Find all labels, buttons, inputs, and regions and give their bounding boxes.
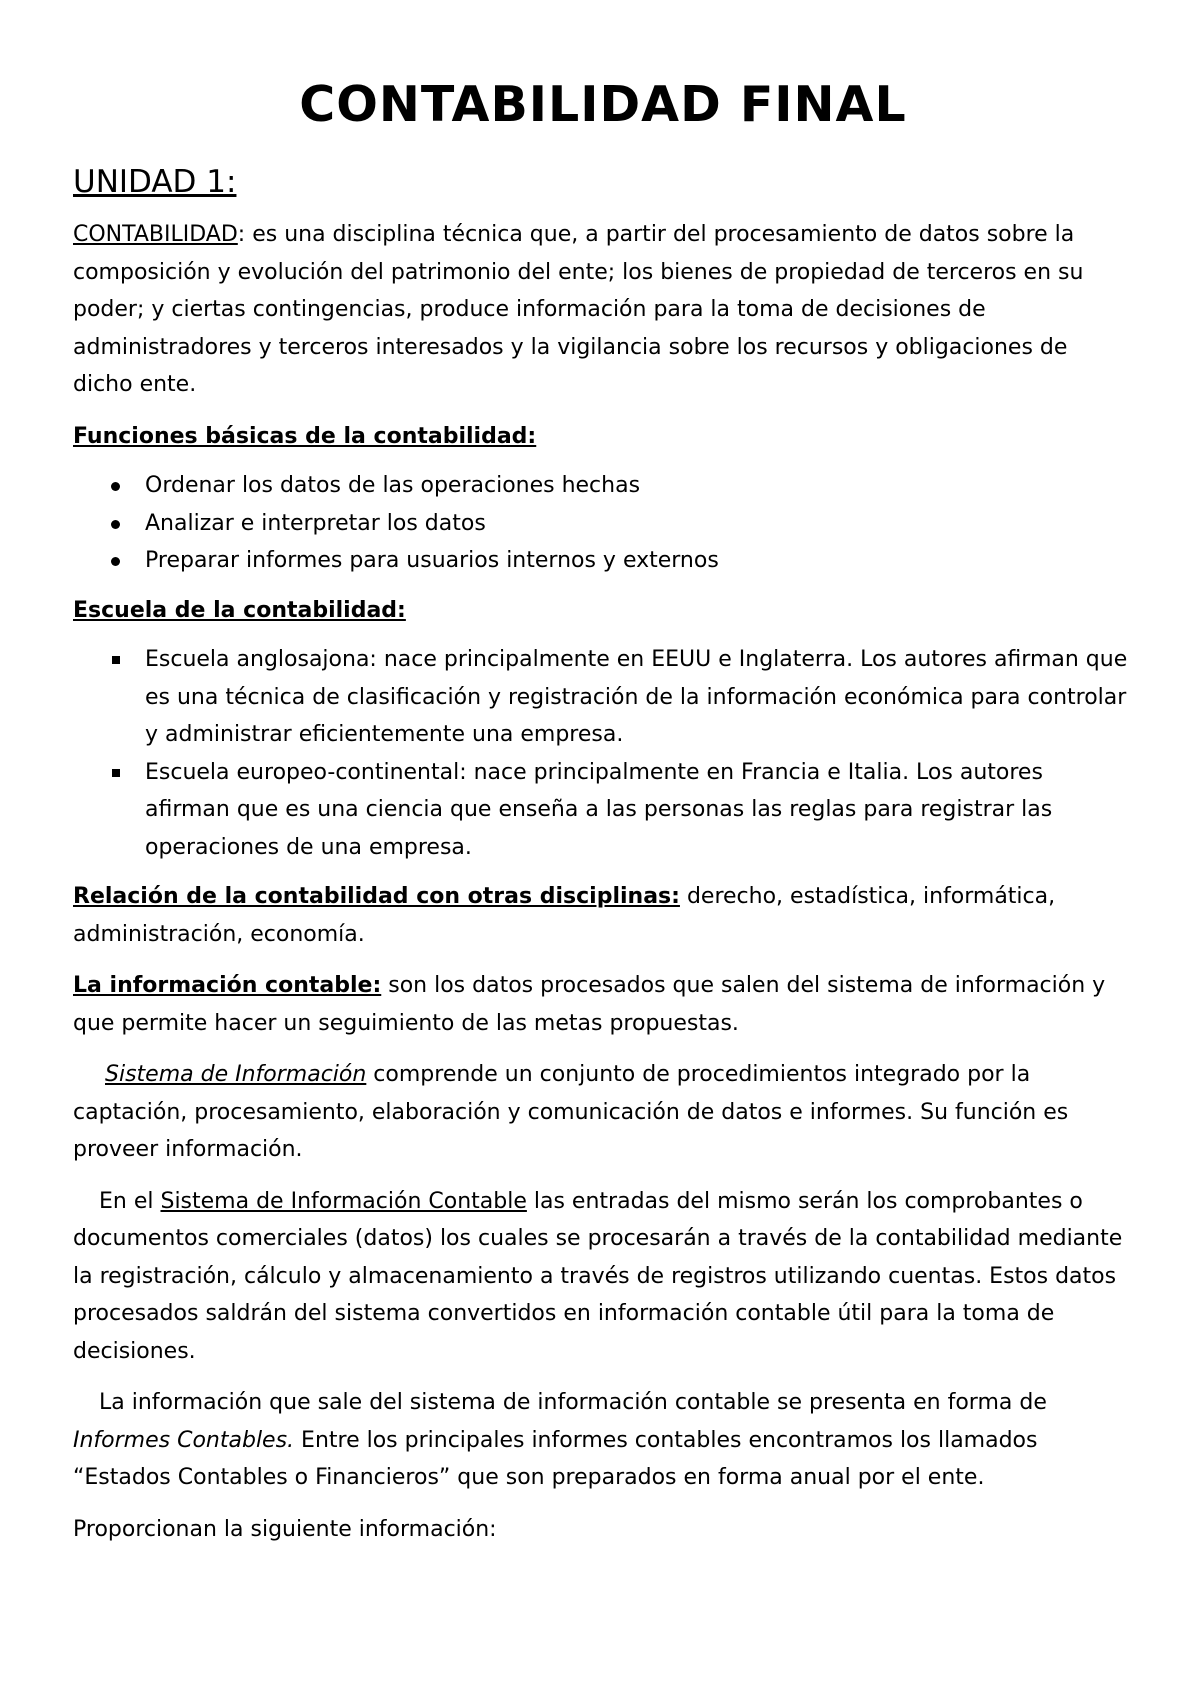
informacion-paragraph — [73, 967, 1133, 1042]
informes-term: Informes Contables. — [73, 1427, 295, 1453]
list-item-text: Ordenar los datos de las operaciones hechas — [145, 473, 641, 498]
bullet-square-icon — [112, 656, 120, 664]
informacion-term: La información contable: — [73, 973, 382, 998]
list-item — [73, 505, 1133, 543]
sic-term: Sistema de Información Contable — [160, 1188, 527, 1214]
list-item-text: Escuela europeo-continental: nace principalmente en Francia e Italia. Los autores afirman que es una ciencia que enseña a las personas las reglas para registrar las operaciones de una empresa. — [145, 759, 1053, 860]
bullet-square-icon — [112, 769, 120, 777]
sic-paragraph — [73, 1183, 1133, 1371]
sic-prefix: En el — [99, 1188, 161, 1214]
list-item — [73, 754, 1133, 867]
sic-text: las entradas del mismo serán los comprobantes o documentos comerciales (datos) los cuales se procesarán a través de la contabilidad mediante la registración, cálculo y almacenamiento a través de registros utilizando cuentas. Estos datos procesados saldrán del sistema convertidos en información contable útil para la toma de decisiones. — [73, 1188, 1123, 1364]
funciones-list — [73, 467, 1133, 580]
bullet-dot-icon — [111, 520, 120, 529]
unit-heading: UNIDAD 1: — [73, 164, 237, 200]
contabilidad-paragraph — [73, 216, 1133, 404]
bullet-dot-icon — [111, 482, 120, 491]
list-item — [73, 467, 1133, 505]
informes-prefix: La información que sale del sistema de información contable se presenta en forma de — [99, 1390, 1047, 1415]
relacion-term: Relación de la contabilidad con otras disciplinas: — [73, 884, 680, 909]
bullet-dot-icon — [111, 557, 120, 566]
funciones-heading: Funciones básicas de la contabilidad: — [73, 423, 537, 449]
informacion-text: son los datos procesados que salen del sistema de información y que permite hacer un seguimiento de las metas propuestas. — [73, 973, 1106, 1036]
relacion-paragraph — [73, 878, 1133, 953]
sistema-term: Sistema de Información — [105, 1062, 367, 1087]
sistema-paragraph — [73, 1056, 1133, 1169]
escuelas-heading: Escuela de la contabilidad: — [73, 597, 406, 623]
list-item — [73, 641, 1133, 754]
list-item-text: Preparar informes para usuarios internos y externos — [145, 548, 719, 573]
document-page — [73, 70, 1133, 1562]
proporcionan-paragraph: Proporcionan la siguiente información: — [73, 1516, 497, 1542]
informes-text: Entre los principales informes contables encontramos los llamados “Estados Contables o Financieros” que son preparados en forma anual por el ente. — [73, 1427, 1038, 1490]
contabilidad-definition: : es una disciplina técnica que, a partir del procesamiento de datos sobre la composición y evolución del patrimonio del ente; los bienes de propiedad de terceros en su poder; y ciertas contingencias, produce información para la toma de decisiones de administradores y terceros interesados y la vigilancia sobre los recursos y obligaciones de dicho ente. — [73, 222, 1084, 397]
list-item — [73, 542, 1133, 580]
escuelas-list — [73, 641, 1133, 866]
informes-paragraph — [73, 1384, 1133, 1497]
document-title: CONTABILIDAD FINAL — [299, 76, 907, 133]
sistema-text: comprende un conjunto de procedimientos integrado por la captación, procesamiento, elaboración y comunicación de datos e informes. Su función es proveer información. — [73, 1062, 1069, 1162]
list-item-text: Escuela anglosajona: nace principalmente en EEUU e Inglaterra. Los autores afirman que es una técnica de clasificación y registración de la información económica para controlar y administrar eficientemente una empresa. — [145, 647, 1128, 747]
relacion-text: derecho, estadística, informática, administración, economía. — [73, 884, 1056, 947]
list-item-text: Analizar e interpretar los datos — [145, 510, 486, 536]
contabilidad-term: CONTABILIDAD — [73, 222, 238, 247]
